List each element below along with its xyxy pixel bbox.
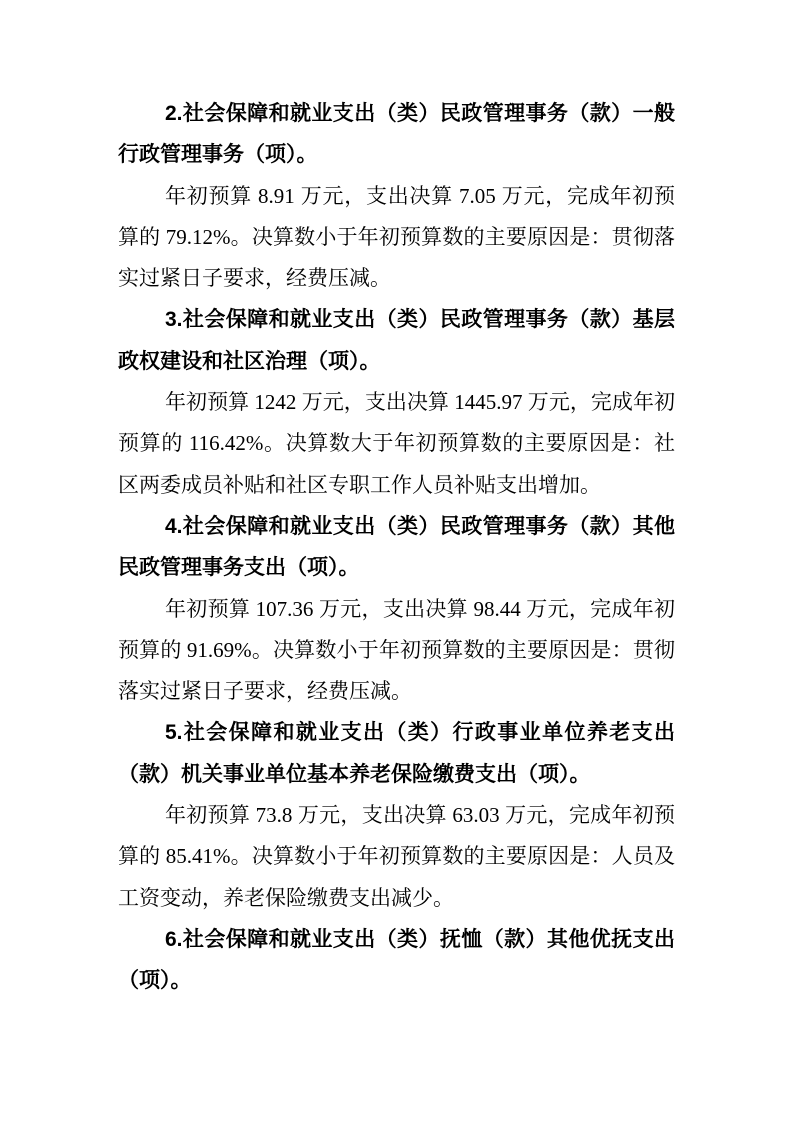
section-3-body: 年初预算 1242 万元，支出决算 1445.97 万元，完成年初预算的 116.42%。决算数大于年初预算数的主要原因是：社区两委成员补贴和社区专职工作人员补贴支出增加。 [118,390,675,497]
section-4-heading: 4.社会保障和就业支出（类）民政管理事务（款）其他民政管理事务支出（项）。 [118,514,675,580]
section-2-heading: 2.社会保障和就业支出（类）民政管理事务（款）一般行政管理事务（项）。 [118,102,675,167]
section-5-heading: 5.社会保障和就业支出（类）行政事业单位养老支出（款）机关事业单位基本养老保险缴费支出（项）。 [118,721,675,786]
section-3-heading: 3.社会保障和就业支出（类）民政管理事务（款）基层政权建设和社区治理（项）。 [118,308,675,373]
section-5-body: 年初预算 73.8 万元，支出决算 63.03 万元，完成年初预算的 85.41%。决算数小于年初预算数的主要原因是：人员及工资变动，养老保险缴费支出减少。 [118,803,675,910]
section-6-heading: 6.社会保障和就业支出（类）抚恤（款）其他优抚支出（项）。 [118,927,675,993]
section-2-body: 年初预算 8.91 万元，支出决算 7.05 万元，完成年初预算的 79.12%。决算数小于年初预算数的主要原因是：贯彻落实过紧日子要求，经费压减。 [118,183,675,291]
page-content [118,93,675,1002]
section-4-body: 年初预算 107.36 万元，支出决算 98.44 万元，完成年初预算的 91.69%。决算数小于年初预算数的主要原因是：贯彻落实过紧日子要求，经费压减。 [118,596,675,704]
